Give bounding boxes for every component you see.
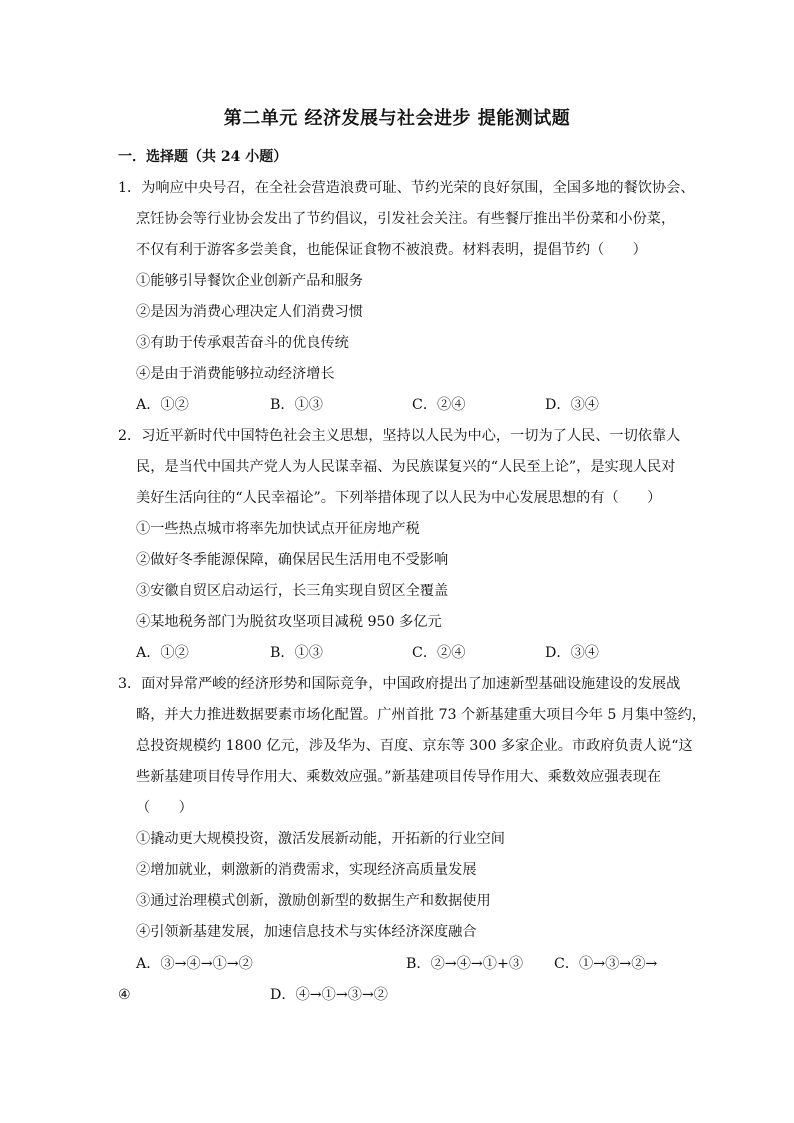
question-3-line-4: 些新基建项目传导作用大、乘数效应强。”新基建项目传导作用大、乘数效应强表现在	[136, 769, 662, 785]
question-1-choice-c: C．②④	[412, 397, 466, 413]
question-2-line-2: 民，是当代中国共产党人为人民谋幸福、为民族谋复兴的“人民至上论”，是实现人民对	[136, 459, 676, 475]
question-3-choice-d: D．④→①→③→②	[270, 987, 388, 1003]
question-1-choice-b: B．①③	[270, 397, 323, 413]
question-3-choice-a: A．③→④→①→②	[136, 956, 253, 972]
question-2-choice-b: B．①③	[270, 645, 323, 661]
question-2-option-1: ①一些热点城市将率先加快试点开征房地产税	[136, 521, 420, 537]
question-2-option-4: ④某地税务部门为脱贫攻坚项目减税 950 多亿元	[136, 614, 442, 630]
question-3-option-3: ③通过治理模式创新，激励创新型的数据生产和数据使用	[136, 893, 491, 909]
question-3-line-5: （ ）	[136, 800, 193, 816]
question-3-option-1: ①撬动更大规模投资，激活发展新动能，开拓新的行业空间	[136, 831, 505, 847]
question-3-option-4: ④引领新基建发展，加速信息技术与实体经济深度融合	[136, 924, 477, 940]
question-2-option-2: ②做好冬季能源保障，确保居民生活用电不受影响	[136, 552, 449, 568]
question-2-choice-a: A．①②	[136, 645, 189, 661]
question-1-line-1: 1．为响应中央号召，在全社会营造浪费可耻、节约光荣的良好氛围，全国多地的餐饮协会、	[118, 180, 695, 196]
question-1-choice-d: D．③④	[545, 397, 599, 413]
question-3-option-2: ②增加就业，刺激新的消费需求，实现经济高质量发展	[136, 862, 477, 878]
question-2-line-1: 2．习近平新时代中国特色社会主义思想，坚持以人民为中心，一切为了人民、一切依靠人	[118, 428, 681, 444]
question-2-choice-c: C．②④	[412, 645, 466, 661]
page-title: 第二单元 经济发展与社会进步 提能测试题	[223, 108, 571, 129]
question-1-option-3: ③有助于传承艰苦奋斗的优良传统	[136, 335, 349, 351]
question-3-choice-b: B．②→④→①+③	[406, 956, 524, 972]
question-3-line-2: 略，并大力推进数据要素市场化配置。广州首批 73 个新基建重大项目今年 5 月集中签约，	[136, 707, 707, 723]
question-1-line-2: 烹饪协会等行业协会发出了节约倡议，引发社会关注。有些餐厅推出半份菜和小份菜，	[136, 211, 676, 227]
question-1-option-4: ④是由于消费能够拉动经济增长	[136, 366, 335, 382]
question-2-line-3: 美好生活向往的“人民幸福论”。下列举措体现了以人民为中心发展思想的有（ ）	[136, 490, 662, 506]
question-3-line-1: 3．面对异常严峻的经济形势和国际竞争，中国政府提出了加速新型基础设施建设的发展战	[118, 676, 681, 692]
question-1-option-1: ①能够引导餐饮企业创新产品和服务	[136, 273, 364, 289]
section-heading: 一．选择题（共 24 小题）	[118, 149, 288, 165]
question-1-choice-a: A．①②	[136, 397, 189, 413]
question-2-option-3: ③安徽自贸区启动运行，长三角实现自贸区全覆盖	[136, 583, 449, 599]
question-2-choice-d: D．③④	[545, 645, 599, 661]
question-3-choice-c: C．①→③→②→	[554, 956, 658, 972]
question-3-choice-c-wrap: ④	[118, 987, 131, 1003]
question-1-option-2: ②是因为消费心理决定人们消费习惯	[136, 304, 364, 320]
question-3-line-3: 总投资规模约 1800 亿元，涉及华为、百度、京东等 300 多家企业。市政府负责人说“这	[136, 738, 693, 754]
question-1-line-3: 不仅有利于游客多尝美食，也能保证食物不被浪费。材料表明，提倡节约（ ）	[136, 242, 647, 258]
